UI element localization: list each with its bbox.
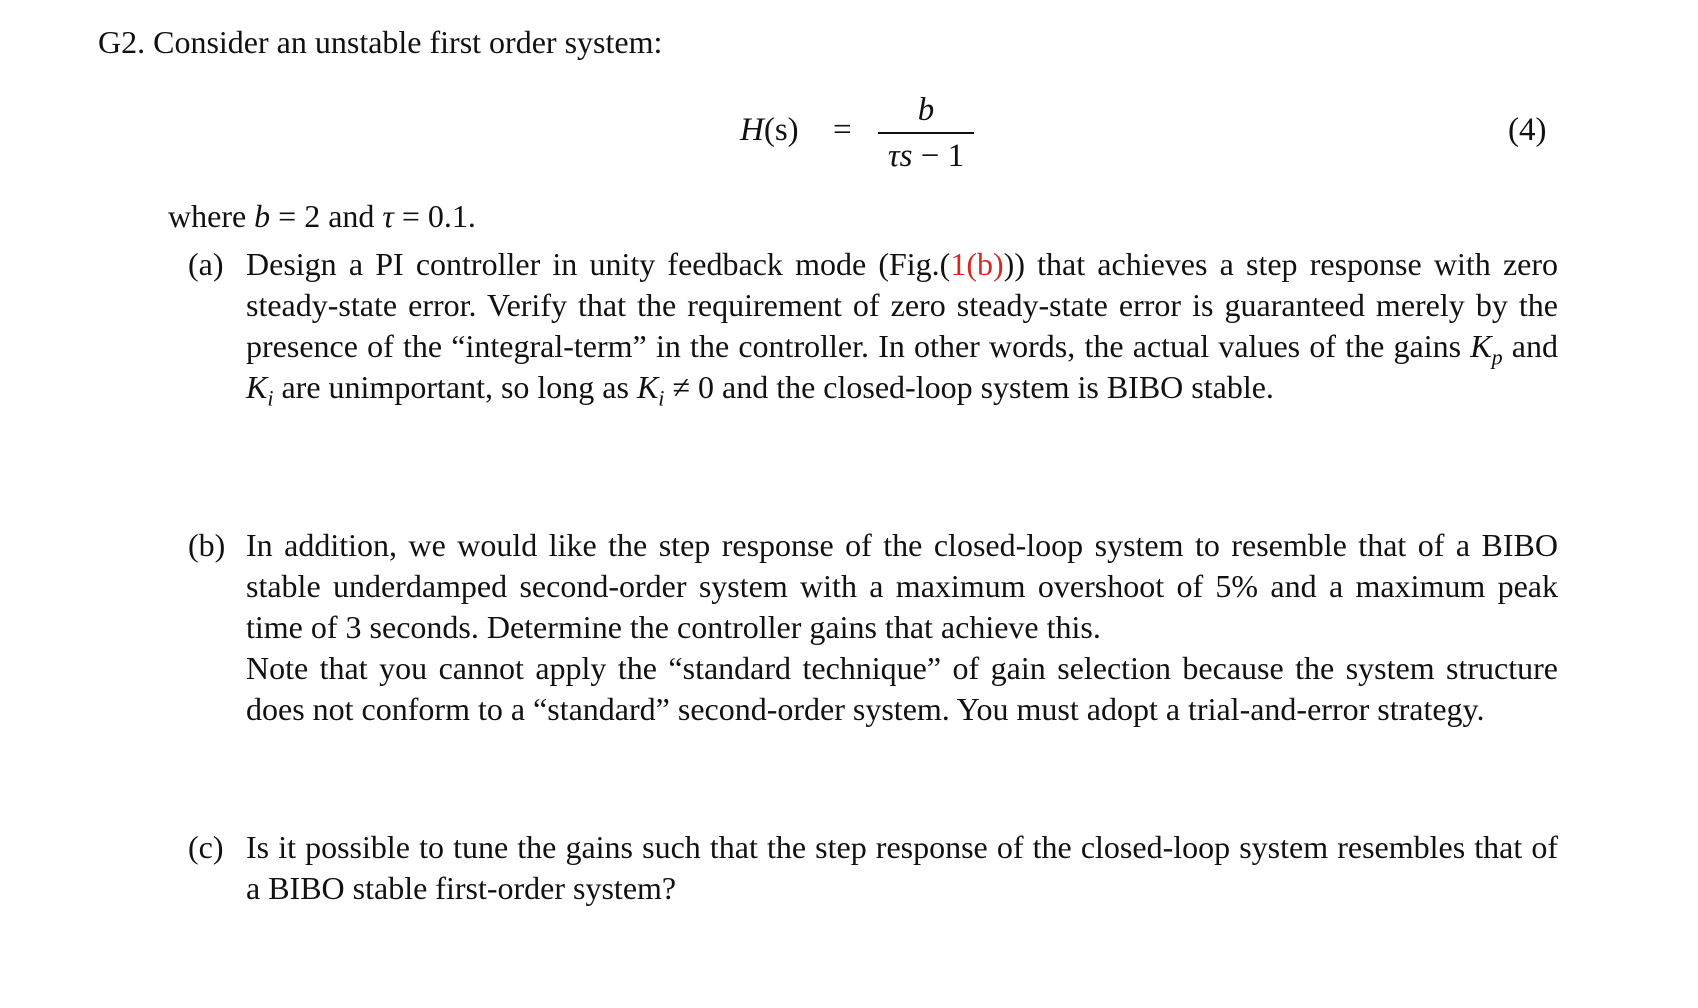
parameter-definition: [168, 196, 476, 236]
equation-equals-sign: =: [833, 112, 852, 148]
fraction-numerator: b: [917, 92, 935, 128]
denominator-variable: τs: [887, 138, 913, 174]
part-a-text-1: Design a PI controller in unity feedback mode (Fig.(: [246, 246, 951, 282]
b-value: = 2 and: [270, 198, 383, 234]
denominator-constant: − 1: [912, 138, 965, 174]
kp-symbol: K: [1470, 328, 1492, 364]
part-a-text-3: and: [1502, 328, 1559, 364]
b-symbol: b: [254, 198, 271, 234]
equation-number: (4): [1508, 112, 1547, 148]
ki-subscript-2: i: [658, 385, 665, 411]
equation-fraction: [878, 90, 974, 176]
fraction-denominator: [878, 136, 974, 176]
part-b-text: [246, 525, 1558, 730]
part-b-paragraph-1: In addition, we would like the step response of the closed-loop system to resemble that of a BIBO stable underdamped second-order system with a maximum overshoot of 5% and a maximum peak time of 3 seconds. Determine the controller gains that achieve this.: [246, 527, 1558, 645]
part-c: [188, 827, 1558, 909]
part-b-label: (b): [188, 527, 226, 563]
ki-symbol: K: [246, 369, 268, 405]
tau-symbol: τ: [382, 198, 394, 234]
fraction-bar: [878, 132, 974, 134]
kp-subscript: p: [1491, 344, 1503, 370]
tau-value: = 0.1.: [393, 198, 476, 234]
ki-symbol-2: K: [636, 369, 659, 405]
figure-reference-link[interactable]: 1(b): [950, 246, 1004, 282]
part-a-text-4: are unimportant, so long as: [273, 369, 637, 405]
part-c-label: (c): [188, 829, 224, 865]
part-a-text-2: )) that achieves a step response with zero steady-state error. Verify that the requirement of zero steady-state error is guaranteed merely by the presence of the “integral-term” in the controller. In other words, the actual values of the gains: [246, 246, 1559, 364]
where-prefix: where: [168, 198, 255, 234]
part-a-text-5: ≠ 0 and the closed-loop system is BIBO stable.: [664, 369, 1274, 405]
ki-subscript: i: [267, 385, 274, 411]
problem-heading: G2. Consider an unstable first order system:: [98, 24, 663, 60]
part-a: [188, 244, 1559, 411]
part-c-text: Is it possible to tune the gains such that the step response of the closed-loop system resembles that of a BIBO stable first-order system?: [246, 829, 1558, 906]
part-a-label: (a): [188, 246, 224, 282]
equation-lhs-symbol: H: [740, 112, 764, 148]
equation-lhs: [740, 112, 799, 149]
part-b: [188, 525, 1558, 730]
part-b-paragraph-2: Note that you cannot apply the “standard technique” of gain selection because the system structure does not conform to a “standard” second-order system. You must adopt a trial-and-error strategy.: [246, 650, 1558, 727]
part-a-text: [246, 244, 1559, 411]
equation-lhs-argument: (s): [763, 112, 799, 148]
transfer-function-equation: [0, 90, 1698, 180]
